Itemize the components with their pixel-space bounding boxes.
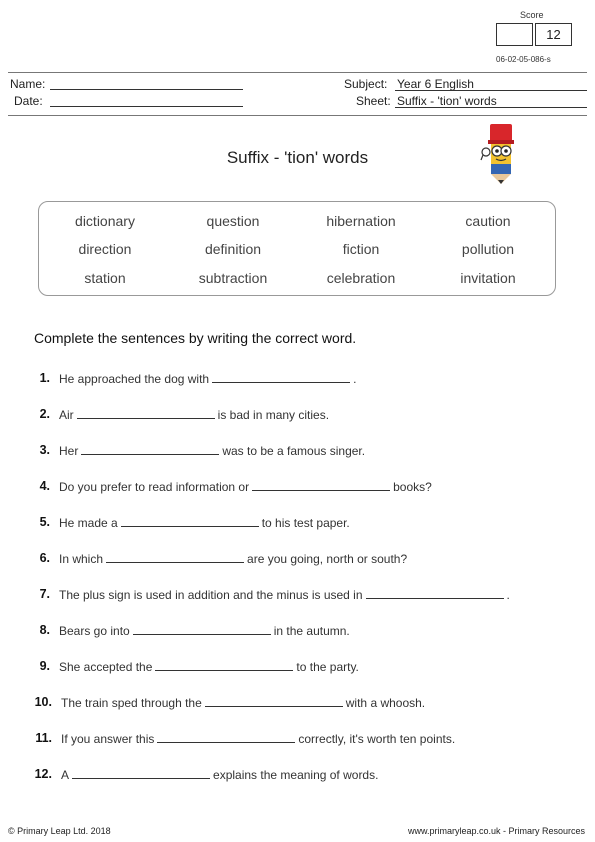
sentence-item (59, 480, 432, 494)
subject-label: Subject: (344, 77, 388, 91)
sentence-number: 5. (39, 515, 50, 529)
sentence-after-text: in the autumn. (273, 624, 350, 638)
word-bank-item: question (206, 213, 260, 229)
sentence-number: 4. (39, 479, 50, 493)
answer-blank[interactable] (72, 768, 210, 779)
answer-blank[interactable] (133, 624, 271, 635)
sentence-item (61, 696, 425, 710)
word-bank-item: station (84, 270, 126, 286)
sentence-after-text: . (506, 588, 510, 602)
sentence-number: 2. (39, 407, 50, 421)
sentence-after-text: explains the meaning of words. (213, 768, 379, 782)
score-total: 12 (535, 23, 572, 46)
word-bank-item: celebration (326, 270, 396, 286)
copyright-text: © Primary Leap Ltd. 2018 (8, 826, 111, 836)
sentence-item (59, 588, 510, 602)
sentence-number: 12. (34, 767, 52, 781)
sentence-item (61, 768, 378, 782)
date-label: Date: (14, 94, 43, 108)
sentence-item (61, 732, 455, 746)
answer-blank[interactable] (366, 588, 504, 599)
sentence-item (59, 516, 350, 530)
sentence-before-text: If you answer this (61, 732, 155, 746)
answer-blank[interactable] (155, 660, 293, 671)
worksheet-title: Suffix - 'tion' words (226, 148, 369, 167)
sentence-before-text: The plus sign is used in addition and the minus is used in (59, 588, 363, 602)
header-top-rule (8, 72, 587, 73)
sentence-after-text: to the party. (296, 660, 359, 674)
word-bank-item: fiction (342, 241, 380, 257)
answer-blank[interactable] (121, 516, 259, 527)
word-bank-item: pollution (461, 241, 515, 257)
answer-blank[interactable] (157, 732, 295, 743)
score-input-box[interactable] (496, 23, 533, 46)
sentence-number: 7. (39, 587, 50, 601)
sentence-after-text: correctly, it's worth ten points. (298, 732, 456, 746)
sentence-item (59, 408, 329, 422)
sentence-after-text: was to be a famous singer. (222, 444, 366, 458)
word-bank-item: caution (465, 213, 511, 229)
sentence-number: 9. (39, 659, 50, 673)
sentence-number: 11. (35, 731, 52, 745)
sentence-before-text: In which (59, 552, 104, 566)
sheet-label: Sheet: (356, 94, 391, 108)
sentence-number: 8. (39, 623, 50, 637)
name-field[interactable] (50, 89, 243, 90)
word-bank-item: dictionary (75, 213, 135, 229)
word-bank-item: invitation (460, 270, 516, 286)
sentence-item (59, 552, 407, 566)
sheet-value: Suffix - 'tion' words (397, 94, 497, 108)
sentence-before-text: A (61, 768, 70, 782)
word-bank-item: direction (78, 241, 132, 257)
answer-blank[interactable] (252, 480, 390, 491)
sentence-number: 1. (39, 371, 50, 385)
instruction-text: Complete the sentences by writing the correct word. (34, 330, 357, 346)
pencil-mascot-icon (478, 122, 524, 186)
sentence-number: 10. (34, 695, 52, 709)
sentence-item (59, 444, 365, 458)
subject-value: Year 6 English (397, 77, 474, 91)
word-bank-item: subtraction (198, 270, 268, 286)
sentence-number: 6. (39, 551, 50, 565)
sheet-underline (395, 107, 587, 108)
sentence-after-text: to his test paper. (261, 516, 350, 530)
answer-blank[interactable] (212, 372, 350, 383)
sentence-before-text: Bears go into (59, 624, 130, 638)
sentence-item (59, 660, 359, 674)
sentence-number: 3. (39, 443, 50, 457)
header-bottom-rule (8, 115, 587, 116)
answer-blank[interactable] (81, 444, 219, 455)
website-text: www.primaryleap.co.uk - Primary Resources (407, 826, 585, 836)
sentence-before-text: He approached the dog with (59, 372, 210, 386)
sentence-after-text: are you going, north or south? (247, 552, 408, 566)
sentence-after-text: is bad in many cities. (217, 408, 330, 422)
sentence-before-text: Do you prefer to read information or (59, 480, 250, 494)
score-label: Score (520, 10, 544, 20)
sentence-item (59, 372, 356, 386)
answer-blank[interactable] (205, 696, 343, 707)
sentence-after-text: books? (393, 480, 432, 494)
word-bank-item: hibernation (326, 213, 396, 229)
sentence-item (59, 624, 350, 638)
sentence-before-text: The train sped through the (61, 696, 202, 710)
worksheet-code: 06-02-05-086-s (496, 55, 551, 64)
sentence-before-text: Her (59, 444, 79, 458)
sentence-before-text: He made a (59, 516, 118, 530)
name-label: Name: (10, 77, 46, 91)
answer-blank[interactable] (77, 408, 215, 419)
sentence-before-text: She accepted the (59, 660, 153, 674)
subject-underline (395, 90, 587, 91)
date-field[interactable] (50, 106, 243, 107)
sentence-after-text: . (353, 372, 357, 386)
sentence-after-text: with a whoosh. (345, 696, 426, 710)
answer-blank[interactable] (106, 552, 244, 563)
sentence-before-text: Air (59, 408, 74, 422)
word-bank-item: definition (204, 241, 262, 257)
